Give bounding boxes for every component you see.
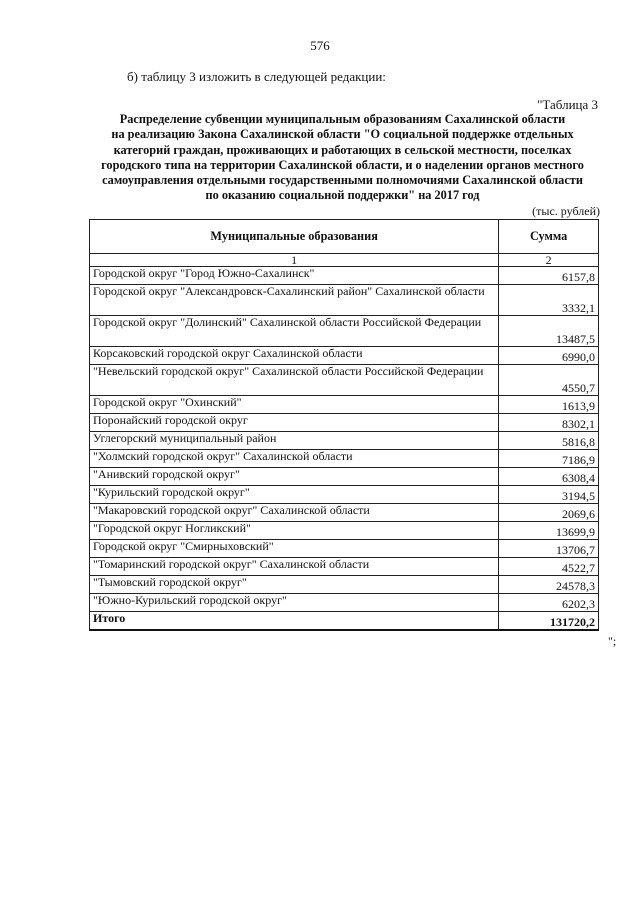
total-label: Итого [90, 612, 499, 631]
subsidy-sum: 8302,1 [499, 414, 599, 432]
subsidy-sum: 5816,8 [499, 432, 599, 450]
closing-quote-mark: "; [608, 634, 617, 648]
subsidy-sum: 3332,1 [499, 285, 599, 316]
municipality-name: "Макаровский городской округ" Сахалинской области [90, 504, 499, 522]
subsidy-sum: 4522,7 [499, 558, 599, 576]
municipality-name: "Южно-Курильский городской округ" [90, 594, 499, 612]
subsidy-sum: 6202,3 [499, 594, 599, 612]
municipality-name: "Анивский городской округ" [90, 468, 499, 486]
heading-line: по оказанию социальной поддержки" на 2017 год [205, 188, 480, 203]
column-number-row [90, 254, 599, 267]
municipality-name: "Невельский городской округ" Сахалинской области Российской Федерации [90, 365, 499, 396]
header-row [90, 220, 599, 254]
table-row [90, 522, 599, 540]
subsidy-sum: 7186,9 [499, 450, 599, 468]
subsidy-sum: 13706,7 [499, 540, 599, 558]
municipality-name: Городской округ "Александровск-Сахалинский район" Сахалинской области [90, 285, 499, 316]
table-row [90, 267, 599, 285]
municipality-name: Корсаковский городской округ Сахалинской области [90, 347, 499, 365]
column-number: 2 [499, 254, 599, 267]
table-row [90, 414, 599, 432]
table-row [90, 450, 599, 468]
total-sum: 131720,2 [499, 612, 599, 631]
subsidy-sum: 6308,4 [499, 468, 599, 486]
subsidy-sum: 4550,7 [499, 365, 599, 396]
subsidy-sum: 3194,5 [499, 486, 599, 504]
municipality-name: Городской округ "Город Южно-Сахалинск" [90, 267, 499, 285]
subsidy-sum: 1613,9 [499, 396, 599, 414]
heading-line: Распределение субвенции муниципальным образованиям Сахалинской области [119, 112, 566, 126]
table-reference: "Таблица 3 [537, 97, 598, 112]
units-label: (тыс. рублей) [532, 204, 600, 218]
municipality-name: "Городской округ Ногликский" [90, 522, 499, 540]
table-row [90, 365, 599, 396]
heading-line: городского типа на территории Сахалинской области, и о наделении органов местного [101, 157, 584, 172]
table-row [90, 468, 599, 486]
table-row [90, 558, 599, 576]
column-header-municipality: Муниципальные образования [90, 220, 499, 254]
page-number: 576 [310, 38, 330, 53]
municipality-name: Городской округ "Долинский" Сахалинской области Российской Федерации [90, 316, 499, 347]
table-row [90, 285, 599, 316]
heading-line: на реализацию Закона Сахалинской области "О социальной поддержке отдельных [111, 127, 574, 142]
table-row [90, 594, 599, 612]
municipality-name: Городской округ "Охинский" [90, 396, 499, 414]
subsidy-table [89, 219, 599, 631]
heading-line: категорий граждан, проживающих и работающих в сельской местности, поселках [113, 142, 572, 157]
total-row [90, 612, 599, 631]
intro-text: б) таблицу 3 изложить в следующей редакции: [127, 69, 386, 84]
table-row [90, 576, 599, 594]
table-row [90, 316, 599, 347]
table-row [90, 432, 599, 450]
table-row [90, 347, 599, 365]
table-row [90, 540, 599, 558]
subsidy-sum: 6157,8 [499, 267, 599, 285]
table-heading [85, 112, 600, 204]
municipality-name: "Тымовский городской округ" [90, 576, 499, 594]
table-row [90, 396, 599, 414]
column-header-sum: Сумма [499, 220, 599, 254]
municipality-name: "Холмский городской округ" Сахалинской области [90, 450, 499, 468]
subsidy-sum: 13699,9 [499, 522, 599, 540]
municipality-name: "Курильский городской округ" [90, 486, 499, 504]
municipality-name: "Томаринский городской округ" Сахалинской области [90, 558, 499, 576]
subsidy-sum: 13487,5 [499, 316, 599, 347]
municipality-name: Углегорский муниципальный район [90, 432, 499, 450]
municipality-name: Поронайский городской округ [90, 414, 499, 432]
municipality-name: Городской округ "Смирныховский" [90, 540, 499, 558]
heading-line: самоуправления отдельными государственными полномочиями Сахалинской области [102, 173, 583, 188]
subsidy-sum: 2069,6 [499, 504, 599, 522]
table-row [90, 504, 599, 522]
column-number: 1 [90, 254, 499, 267]
subsidy-sum: 24578,3 [499, 576, 599, 594]
subsidy-sum: 6990,0 [499, 347, 599, 365]
table-row [90, 486, 599, 504]
